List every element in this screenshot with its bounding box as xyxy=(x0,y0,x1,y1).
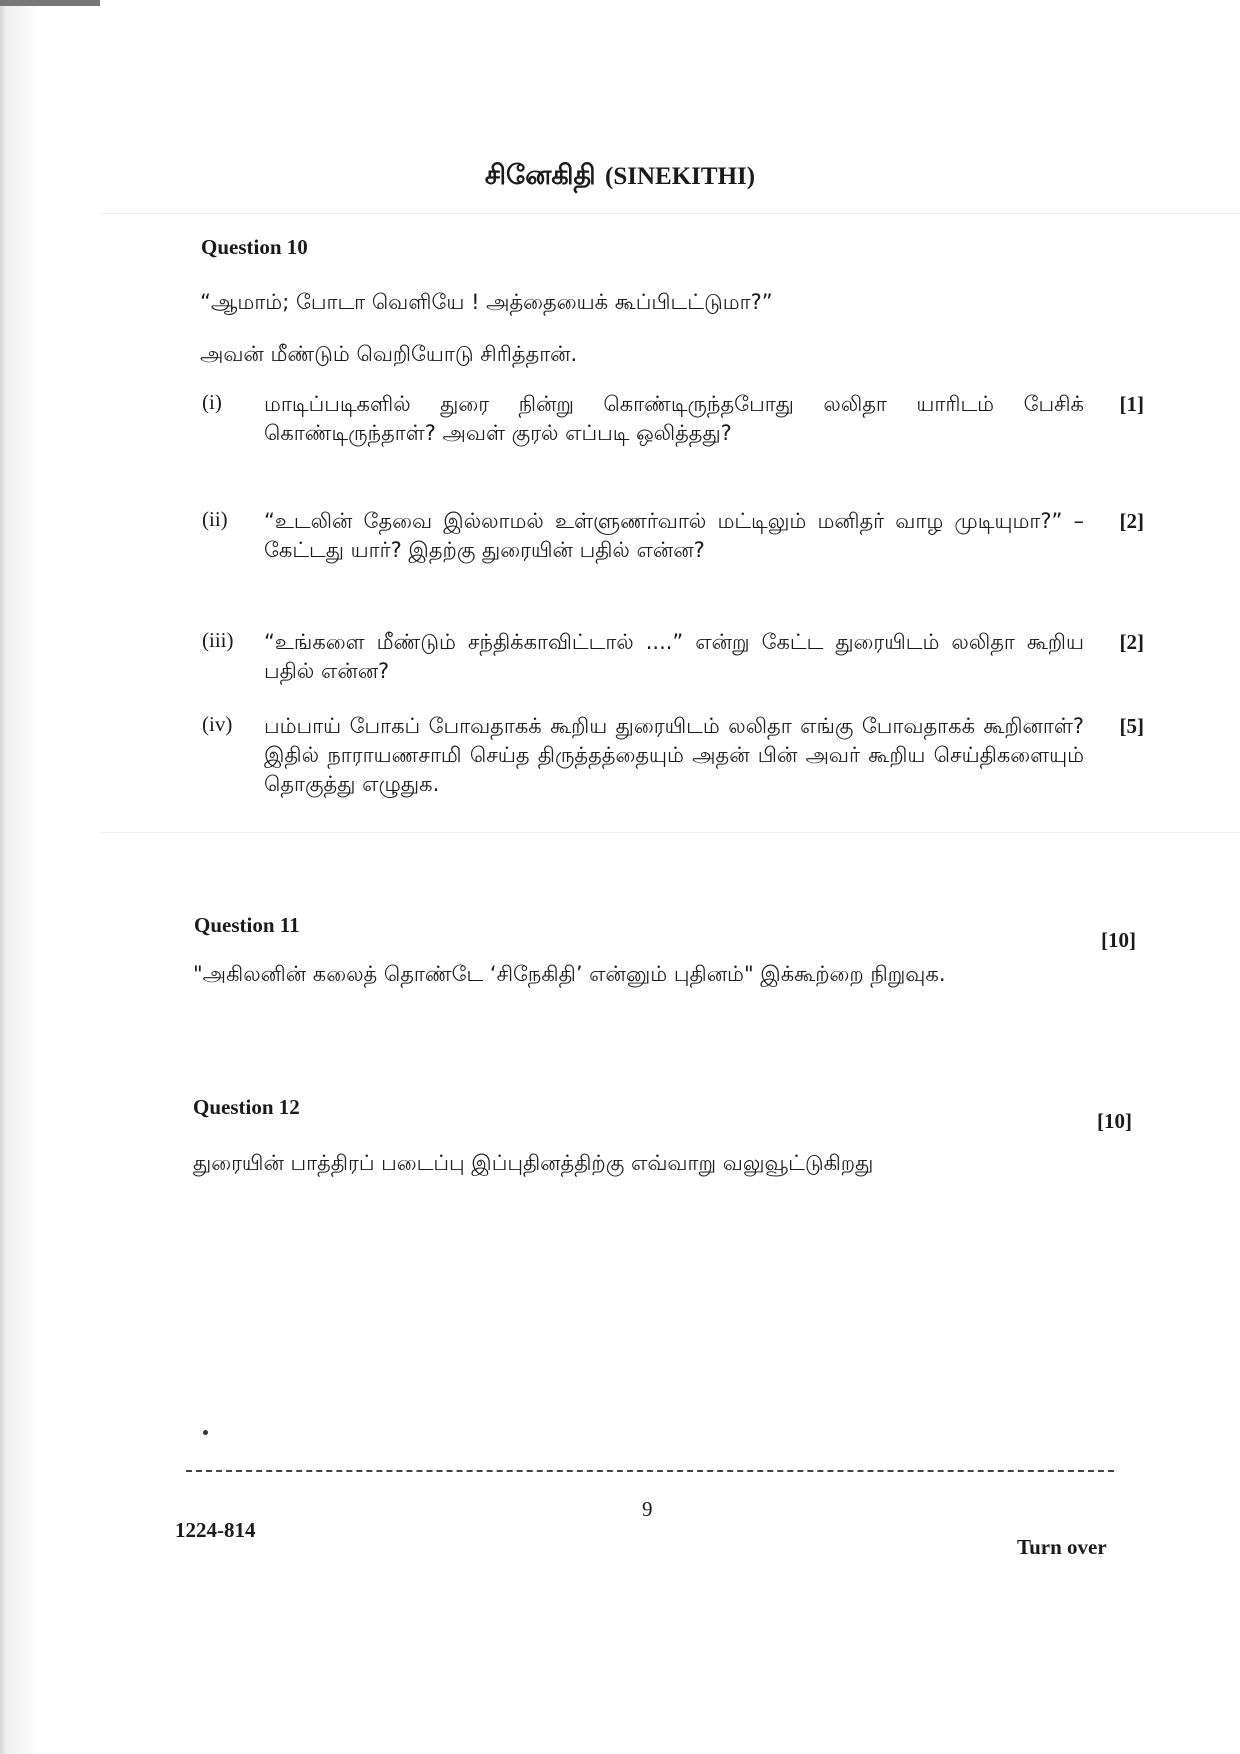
part-number: (i) xyxy=(202,390,222,414)
page-number: 9 xyxy=(642,1497,653,1521)
footer-separator xyxy=(186,1470,1114,1472)
paper-code: 1224-814 xyxy=(175,1518,256,1542)
part-marks: [1] xyxy=(1119,392,1144,416)
part-number: (iii) xyxy=(202,628,234,652)
part-marks: [2] xyxy=(1119,509,1144,533)
question-11-marks: [10] xyxy=(1101,928,1136,952)
question-10-quote: “ஆமாம்; போடா வெளியே ! அத்தையைக் கூப்பிடட்டுமா?” xyxy=(200,290,773,314)
turn-over-label: Turn over xyxy=(1017,1535,1107,1559)
part-text: மாடிப்படிகளில் துரை நின்று கொண்டிருந்தபோது லலிதா யாரிடம் பேசிக் கொண்டிருந்தாள்? அவள் குரல் எப்படி ஒலித்தது? xyxy=(264,392,1084,445)
part-text: பம்பாய் போகப் போவதாகக் கூறிய துரையிடம் லலிதா எங்கு போவதாகக் கூறினாள்? இதில் நாராயணசாமி செய்த திருத்தத்தையும் அதன் பின் அவர் கூறிய செய்திகளையும் தொகுத்து எழுதுக. xyxy=(264,714,1084,796)
part-number: (ii) xyxy=(202,507,228,531)
scan-shadow-edge xyxy=(0,0,100,1754)
part-text: “உடலின் தேவை இல்லாமல் உள்ளுணர்வால் மட்டிலும் மனிதர் வாழ முடியுமா?” – கேட்டது யார்? இதற்கு துரையின் பதில் என்ன? xyxy=(264,509,1084,562)
page-title xyxy=(0,160,1240,195)
title-english: (SINEKITHI) xyxy=(605,163,756,190)
paper-fold-line xyxy=(100,832,1240,833)
stray-mark xyxy=(203,1430,208,1435)
part-number: (iv) xyxy=(202,712,233,736)
scan-corner-mark xyxy=(0,0,100,6)
title-tamil: சினேகிதி xyxy=(484,160,596,191)
question-12-marks: [10] xyxy=(1097,1109,1132,1133)
question-10-context: அவன் மீண்டும் வெறியோடு சிரித்தான். xyxy=(200,342,578,366)
question-10-heading: Question 10 xyxy=(201,235,308,259)
part-text: “உங்களை மீண்டும் சந்திக்காவிட்டால் ....” என்று கேட்ட துரையிடம் லலிதா கூறிய பதில் என்ன? xyxy=(264,630,1084,683)
paper-fold-line xyxy=(100,213,1240,214)
part-marks: [5] xyxy=(1119,714,1144,738)
question-12-text: துரையின் பாத்திரப் படைப்பு இப்புதினத்திற்கு எவ்வாறு வலுவூட்டுகிறது xyxy=(193,1151,874,1175)
part-marks: [2] xyxy=(1119,630,1144,654)
question-11-text: "அகிலனின் கலைத் தொண்டே ‘சிநேகிதி’ என்னும் புதினம்" இக்கூற்றை நிறுவுக. xyxy=(193,962,946,986)
question-12-heading: Question 12 xyxy=(193,1095,300,1119)
question-11-heading: Question 11 xyxy=(194,913,300,937)
